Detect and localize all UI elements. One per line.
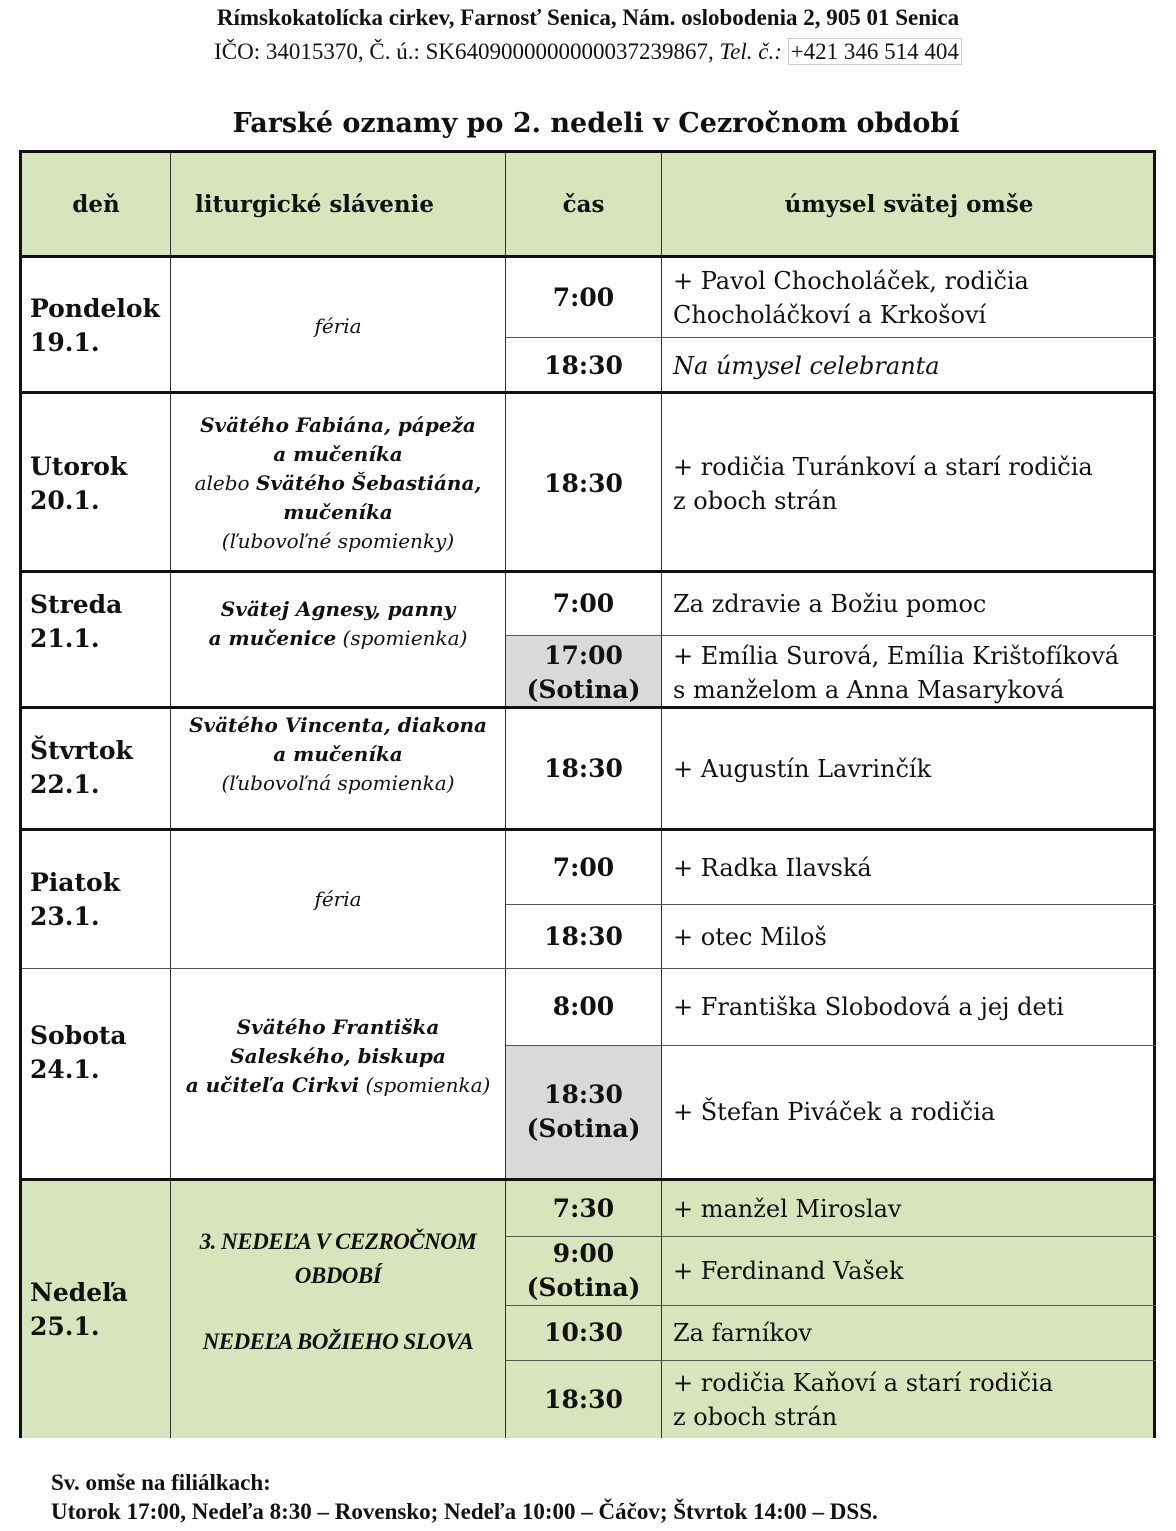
footer-text: Utorok 17:00, Nedeľa 8:30 – Rovensko; Nedeľa 10:00 – Čáčov; Štvrtok 14:00 – DSS. [51, 1499, 878, 1524]
schedule-table [19, 150, 1156, 1438]
footer-heading: Sv. omše na filiálkach: [51, 1470, 271, 1495]
mass-time: 18:30 [505, 394, 661, 573]
mass-time: 18:30 [505, 1360, 661, 1438]
mass-time-sotina: 17:00 (Sotina) [505, 635, 661, 709]
mass-intention: + Radka Ilavská [661, 831, 1156, 904]
day-cell: Štvrtok 22.1. [30, 736, 133, 799]
tel-value[interactable]: +421 346 514 404 [788, 38, 962, 65]
mass-time-sotina: 9:00 (Sotina) [505, 1236, 661, 1305]
parish-address: Rímskokatolícka cirkev, Farnosť Senica, Nám. oslobodenia 2, 905 01 Senica [216, 5, 960, 30]
mass-time: 8:00 [505, 969, 661, 1045]
mass-intention: + Augustín Lavrinčík [661, 709, 1156, 828]
tel-label: Tel. č.: [719, 39, 782, 64]
day-cell: Sobota 24.1. [30, 1021, 127, 1084]
mass-intention: + Františka Slobodová a jej deti [661, 969, 1156, 1045]
day-row-tuesday [22, 391, 1153, 573]
day-cell: Piatok 23.1. [30, 867, 121, 931]
day-row-saturday [22, 968, 1153, 1178]
mass-time-sotina: 18:30 (Sotina) [505, 1045, 661, 1178]
day-cell: Nedeľa 25.1. [30, 1277, 128, 1341]
liturgy-cell: féria [170, 831, 505, 968]
col-header-time: čas [505, 153, 661, 255]
col-header-intention: úmysel svätej omše [661, 153, 1156, 255]
table-header-row [22, 153, 1153, 255]
parish-ids [0, 39, 1176, 65]
mass-intention: + rodičia Kaňoví a starí rodičia z oboch strán [661, 1360, 1156, 1438]
mass-time: 7:30 [505, 1181, 661, 1236]
mass-intention: + rodičia Turánkoví a starí rodičia z oboch strán [661, 394, 1156, 573]
day-cell: Utorok 20.1. [30, 451, 128, 515]
liturgy-cell: féria [170, 258, 505, 394]
col-header-liturgy: liturgické slávenie [170, 153, 505, 255]
mass-intention: + Ferdinand Vašek [661, 1236, 1156, 1305]
day-row-wednesday [22, 570, 1153, 709]
liturgy-cell: 3. NEDEĽA V CEZROČNOM OBDOBÍ NEDEĽA BOŽIEHO SLOVA [170, 1181, 505, 1438]
liturgy-cell: Svätého Fabiána, pápeža a mučeníka alebo Svätého Šebastiána, mučeníka (ľubovoľné spomienky) [170, 394, 505, 573]
day-row-friday [22, 828, 1153, 968]
day-cell: Pondelok 19.1. [30, 294, 160, 357]
day-row-monday [22, 255, 1153, 394]
liturgy-cell: Svätej Agnesy, panny a mučenice (spomienka) [170, 573, 505, 709]
mass-time: 7:00 [505, 831, 661, 904]
mass-intention: Za farníkov [661, 1305, 1156, 1360]
day-cell: Streda 21.1. [30, 590, 123, 653]
mass-intention: + Pavol Chocholáček, rodičia Chocholáčkoví a Krkošoví [661, 258, 1156, 337]
mass-intention: Za zdravie a Božiu pomoc [661, 573, 1156, 635]
mass-time: 10:30 [505, 1305, 661, 1360]
mass-time: 18:30 [505, 709, 661, 828]
liturgy-cell: Svätého Vincenta, diakona a mučeníka (ľubovoľná spomienka) [170, 709, 505, 828]
mass-time: 18:30 [505, 904, 661, 968]
mass-intention: + otec Miloš [661, 904, 1156, 968]
day-row-thursday [22, 706, 1153, 828]
ico-account: IČO: 34015370, Č. ú.: SK6409000000000037239867, [214, 39, 720, 64]
col-header-day: deň [72, 190, 120, 218]
day-row-sunday [22, 1178, 1153, 1438]
mass-intention: + manžel Miroslav [661, 1181, 1156, 1236]
mass-intention: + Emília Surová, Emília Krištofíková s manželom a Anna Masaryková [661, 635, 1156, 709]
page-title: Farské oznamy po 2. nedeli v Cezročnom období [232, 108, 960, 139]
mass-time: 7:00 [505, 258, 661, 337]
mass-time: 7:00 [505, 573, 661, 635]
mass-intention: + Štefan Piváček a rodičia [661, 1045, 1156, 1178]
mass-time: 18:30 [505, 337, 661, 394]
liturgy-cell: Svätého Františka Saleského, biskupa a učiteľa Cirkvi (spomienka) [170, 969, 505, 1178]
mass-intention: Na úmysel celebranta [661, 337, 1156, 394]
